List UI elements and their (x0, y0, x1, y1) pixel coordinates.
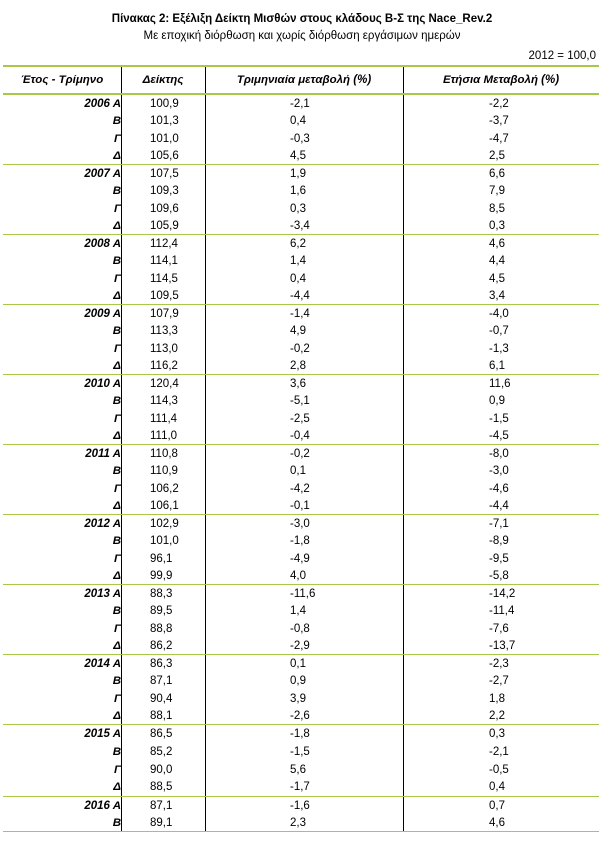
col-divider (121, 67, 122, 93)
period-cell: Γ (113, 552, 121, 565)
quarterly-change-cell: -4,4 (290, 289, 310, 302)
table-row (3, 567, 599, 584)
index-cell: 99,9 (150, 569, 173, 582)
quarterly-change-cell: 3,9 (290, 692, 306, 705)
table-row (3, 480, 599, 497)
index-cell: 88,3 (150, 588, 173, 600)
annual-change-cell: -7,1 (489, 518, 509, 530)
quarterly-change-cell: -2,6 (290, 709, 310, 722)
table-body (3, 95, 599, 832)
period-cell: Δ (113, 429, 121, 442)
period-cell: Δ (113, 709, 121, 722)
table-row (3, 620, 599, 637)
period-cell: Δ (113, 359, 121, 372)
period-cell: Δ (113, 499, 121, 512)
quarterly-change-cell: 2,3 (290, 817, 306, 829)
quarterly-change-cell: 4,9 (290, 325, 306, 338)
quarterly-change-cell: -0,4 (290, 429, 310, 442)
annual-change-cell: -11,4 (489, 605, 515, 618)
index-cell: 114,1 (150, 255, 178, 268)
index-cell: 101,0 (150, 132, 179, 145)
quarterly-change-cell: 0,3 (290, 202, 306, 215)
table-row (3, 707, 599, 724)
quarterly-change-cell: -1,7 (290, 781, 310, 794)
period-cell: Γ (113, 692, 121, 705)
table-row (3, 515, 599, 532)
period-cell: 2010 Α (84, 378, 121, 390)
table-row (3, 690, 599, 707)
period-cell: Β (112, 535, 121, 548)
index-cell: 114,5 (150, 272, 178, 285)
index-cell: 109,6 (150, 202, 179, 215)
table-row (3, 655, 599, 672)
annual-change-cell: -9,5 (489, 552, 509, 565)
quarterly-change-cell: 5,6 (290, 763, 306, 776)
table-row (3, 130, 599, 147)
annual-change-cell: 7,9 (489, 185, 505, 198)
annual-change-cell: 4,6 (489, 238, 505, 250)
table-row (3, 814, 599, 831)
index-cell: 106,1 (150, 499, 179, 512)
period-cell: 2011 Α (85, 448, 121, 460)
table-row (3, 445, 599, 462)
quarterly-change-cell: 0,4 (290, 272, 306, 285)
annual-change-cell: 0,4 (489, 781, 505, 794)
annual-change-cell: -3,0 (489, 465, 509, 478)
header-index: Δείκτης (142, 74, 184, 86)
table-row (3, 112, 599, 129)
annual-change-cell: 4,4 (489, 255, 505, 268)
quarterly-change-cell: -2,1 (290, 98, 310, 110)
table-title: Πίνακας 2: Εξέλιξη Δείκτη Μισθών στους κλάδους Β-Σ της Nace_Rev.2 (111, 13, 493, 25)
index-cell: 102,9 (150, 518, 179, 530)
annual-change-cell: -5,8 (489, 569, 509, 582)
year-group (3, 585, 599, 655)
annual-change-cell: -13,7 (489, 639, 516, 652)
annual-change-cell: -3,7 (489, 115, 509, 128)
quarterly-change-cell: -1,8 (290, 535, 310, 548)
period-cell: Δ (113, 149, 121, 162)
period-cell: 2015 Α (84, 728, 121, 740)
period-cell: Γ (113, 763, 121, 776)
period-cell: Δ (113, 781, 121, 794)
col-divider (403, 67, 404, 93)
annual-change-cell: 0,3 (489, 728, 505, 740)
index-cell: 90,0 (150, 763, 173, 776)
index-cell: 86,5 (150, 728, 173, 740)
annual-change-cell: 0,9 (489, 395, 505, 408)
index-cell: 107,5 (150, 168, 179, 180)
table-row (3, 270, 599, 287)
period-cell: 2013 Α (84, 588, 121, 600)
period-cell: Δ (113, 639, 121, 652)
quarterly-change-cell: 0,4 (290, 115, 306, 128)
table-row (3, 305, 599, 322)
annual-change-cell: 6,6 (489, 168, 505, 180)
index-cell: 110,8 (150, 448, 178, 460)
annual-change-cell: 4,5 (489, 272, 505, 285)
annual-change-cell: 0,3 (489, 219, 505, 232)
annual-change-cell: 2,5 (489, 149, 505, 162)
quarterly-change-cell: 0,1 (290, 658, 306, 670)
table-row (3, 462, 599, 479)
table-row (3, 497, 599, 514)
index-cell: 88,5 (150, 781, 173, 794)
table-row (3, 392, 599, 409)
annual-change-cell: -2,1 (489, 745, 509, 758)
header-period: Έτος - Τρίμηνο (20, 74, 104, 86)
period-cell: Γ (113, 202, 121, 215)
year-group (3, 515, 599, 585)
index-cell: 109,5 (150, 289, 179, 302)
index-cell: 110,9 (150, 465, 178, 478)
table-row (3, 778, 599, 796)
period-cell: Β (112, 185, 121, 198)
quarterly-change-cell: -3,4 (290, 219, 310, 232)
table-row (3, 532, 599, 549)
period-cell: Β (112, 255, 121, 268)
annual-change-cell: 2,2 (489, 709, 505, 722)
header-annual-change: Ετήσια Μεταβολή (%) (442, 74, 560, 86)
annual-change-cell: 1,8 (489, 692, 505, 705)
quarterly-change-cell: -1,8 (290, 728, 310, 740)
period-cell: Δ (113, 569, 121, 582)
annual-change-cell: -4,4 (489, 499, 509, 512)
annual-change-cell: 4,6 (489, 817, 505, 829)
index-cell: 87,1 (150, 675, 173, 688)
table-row (3, 147, 599, 164)
index-cell: 86,3 (150, 658, 173, 670)
quarterly-change-cell: -3,0 (290, 518, 310, 530)
annual-change-cell: -2,3 (489, 658, 509, 670)
quarterly-change-cell: 1,4 (290, 255, 306, 268)
annual-change-cell: 11,6 (489, 378, 511, 390)
quarterly-change-cell: -4,9 (290, 552, 310, 565)
table-row (3, 357, 599, 374)
period-cell: Β (112, 465, 121, 478)
table-row (3, 410, 599, 427)
quarterly-change-cell: 4,0 (290, 569, 306, 582)
index-cell: 114,3 (150, 395, 178, 408)
table-row (3, 797, 599, 814)
quarterly-change-cell: -1,5 (290, 745, 310, 758)
index-cell: 101,3 (150, 115, 179, 128)
quarterly-change-cell: 0,1 (290, 465, 306, 478)
period-cell: Γ (113, 482, 121, 495)
period-cell: Γ (113, 622, 121, 635)
quarterly-change-cell: -0,1 (290, 499, 310, 512)
index-cell: 113,3 (150, 325, 178, 338)
annual-change-cell: -4,7 (489, 132, 509, 145)
period-cell: Γ (113, 272, 121, 285)
index-cell: 109,3 (150, 185, 179, 198)
annual-change-cell: -4,5 (489, 429, 509, 442)
quarterly-change-cell: 2,8 (290, 359, 306, 372)
annual-change-cell: 8,5 (489, 202, 505, 215)
year-group (3, 165, 599, 235)
table-row (3, 725, 599, 743)
index-cell: 105,6 (150, 149, 179, 162)
annual-change-cell: -0,7 (489, 325, 509, 338)
period-cell: Β (112, 817, 121, 829)
quarterly-change-cell: 1,9 (290, 168, 306, 180)
quarterly-change-cell: -0,8 (290, 622, 310, 635)
table-row (3, 375, 599, 392)
year-group (3, 445, 599, 515)
period-cell: 2012 Α (84, 518, 121, 530)
table-subtitle: Με εποχική διόρθωση και χωρίς διόρθωση εργάσιμων ημερών (143, 30, 461, 42)
index-cell: 86,2 (150, 639, 173, 652)
base-year-note: 2012 = 100,0 (528, 50, 596, 62)
period-cell: Β (112, 395, 121, 408)
quarterly-change-cell: -0,2 (290, 342, 310, 355)
year-group (3, 655, 599, 725)
period-cell: 2007 Α (84, 168, 121, 180)
index-cell: 96,1 (150, 552, 173, 565)
year-group (3, 797, 599, 832)
period-cell: Γ (113, 412, 121, 425)
index-cell: 106,2 (150, 482, 179, 495)
table-row (3, 761, 599, 779)
year-group (3, 235, 599, 305)
period-cell: Γ (113, 342, 121, 355)
annual-change-cell: -8,9 (489, 535, 509, 548)
quarterly-change-cell: -2,9 (290, 639, 310, 652)
index-cell: 112,4 (150, 238, 178, 250)
table-row (3, 602, 599, 619)
table-row (3, 165, 599, 182)
quarterly-change-cell: -11,6 (290, 588, 316, 600)
annual-change-cell: -8,0 (489, 448, 509, 460)
table-row (3, 235, 599, 252)
quarterly-change-cell: -0,3 (290, 132, 310, 145)
index-cell: 111,4 (150, 412, 178, 425)
annual-change-cell: -2,2 (489, 98, 509, 110)
table-row (3, 322, 599, 339)
index-cell: 111,0 (150, 429, 178, 442)
period-cell: Β (112, 605, 121, 618)
index-cell: 105,9 (150, 219, 179, 232)
quarterly-change-cell: 6,2 (290, 238, 306, 250)
table-row (3, 252, 599, 269)
index-cell: 89,5 (150, 605, 173, 618)
year-group (3, 95, 599, 165)
index-cell: 90,4 (150, 692, 173, 705)
annual-change-cell: -7,6 (489, 622, 509, 635)
table-row (3, 550, 599, 567)
annual-change-cell: -2,7 (489, 675, 509, 688)
year-group (3, 305, 599, 375)
quarterly-change-cell: 4,5 (290, 149, 306, 162)
year-group (3, 725, 599, 797)
index-cell: 87,1 (150, 800, 173, 812)
table-row (3, 672, 599, 689)
period-cell: 2006 Α (84, 98, 121, 110)
table-row (3, 182, 599, 199)
quarterly-change-cell: -4,2 (290, 482, 310, 495)
period-cell: Γ (113, 132, 121, 145)
annual-change-cell: 0,7 (489, 800, 505, 812)
annual-change-cell: -1,3 (489, 342, 509, 355)
table-row (3, 585, 599, 602)
table-row (3, 287, 599, 304)
annual-change-cell: -4,0 (489, 308, 509, 320)
quarterly-change-cell: 0,9 (290, 675, 306, 688)
period-cell: Δ (113, 219, 121, 232)
quarterly-change-cell: 3,6 (290, 378, 306, 390)
table-row (3, 743, 599, 761)
quarterly-change-cell: 1,4 (290, 605, 306, 618)
index-cell: 120,4 (150, 378, 179, 390)
period-cell: Β (112, 675, 121, 688)
period-cell: Β (112, 745, 121, 758)
wage-index-table (3, 65, 599, 832)
index-cell: 89,1 (150, 817, 173, 829)
index-cell: 88,8 (150, 622, 173, 635)
annual-change-cell: 3,4 (489, 289, 505, 302)
period-cell: 2008 Α (84, 238, 121, 250)
annual-change-cell: -1,5 (489, 412, 509, 425)
table-row (3, 427, 599, 444)
header-quarterly-change: Τριμηνιαία μεταβολή (%) (236, 74, 372, 86)
quarterly-change-cell: -1,4 (290, 308, 310, 320)
index-cell: 100,9 (150, 98, 179, 110)
index-cell: 113,0 (150, 342, 178, 355)
quarterly-change-cell: -0,2 (290, 448, 310, 460)
index-cell: 88,1 (150, 709, 173, 722)
period-cell: Β (112, 325, 121, 338)
table-row (3, 217, 599, 234)
period-cell: 2014 Α (84, 658, 121, 670)
table-row (3, 200, 599, 217)
index-cell: 101,0 (150, 535, 179, 548)
year-group (3, 375, 599, 445)
period-cell: Β (112, 115, 121, 128)
table-row (3, 340, 599, 357)
index-cell: 107,9 (150, 308, 179, 320)
period-cell: 2016 Α (84, 800, 121, 812)
period-cell: Δ (113, 289, 121, 302)
col-divider (205, 67, 206, 93)
quarterly-change-cell: 1,6 (290, 185, 306, 198)
annual-change-cell: -0,5 (489, 763, 509, 776)
quarterly-change-cell: -5,1 (290, 395, 310, 408)
index-cell: 116,2 (150, 359, 178, 372)
annual-change-cell: 6,1 (489, 359, 505, 372)
annual-change-cell: -4,6 (489, 482, 509, 495)
period-cell: 2009 Α (84, 308, 121, 320)
index-cell: 85,2 (150, 745, 173, 758)
table-row (3, 637, 599, 654)
table-header (3, 65, 599, 95)
quarterly-change-cell: -1,6 (290, 800, 310, 812)
annual-change-cell: -14,2 (489, 588, 516, 600)
quarterly-change-cell: -2,5 (290, 412, 310, 425)
table-row (3, 95, 599, 112)
